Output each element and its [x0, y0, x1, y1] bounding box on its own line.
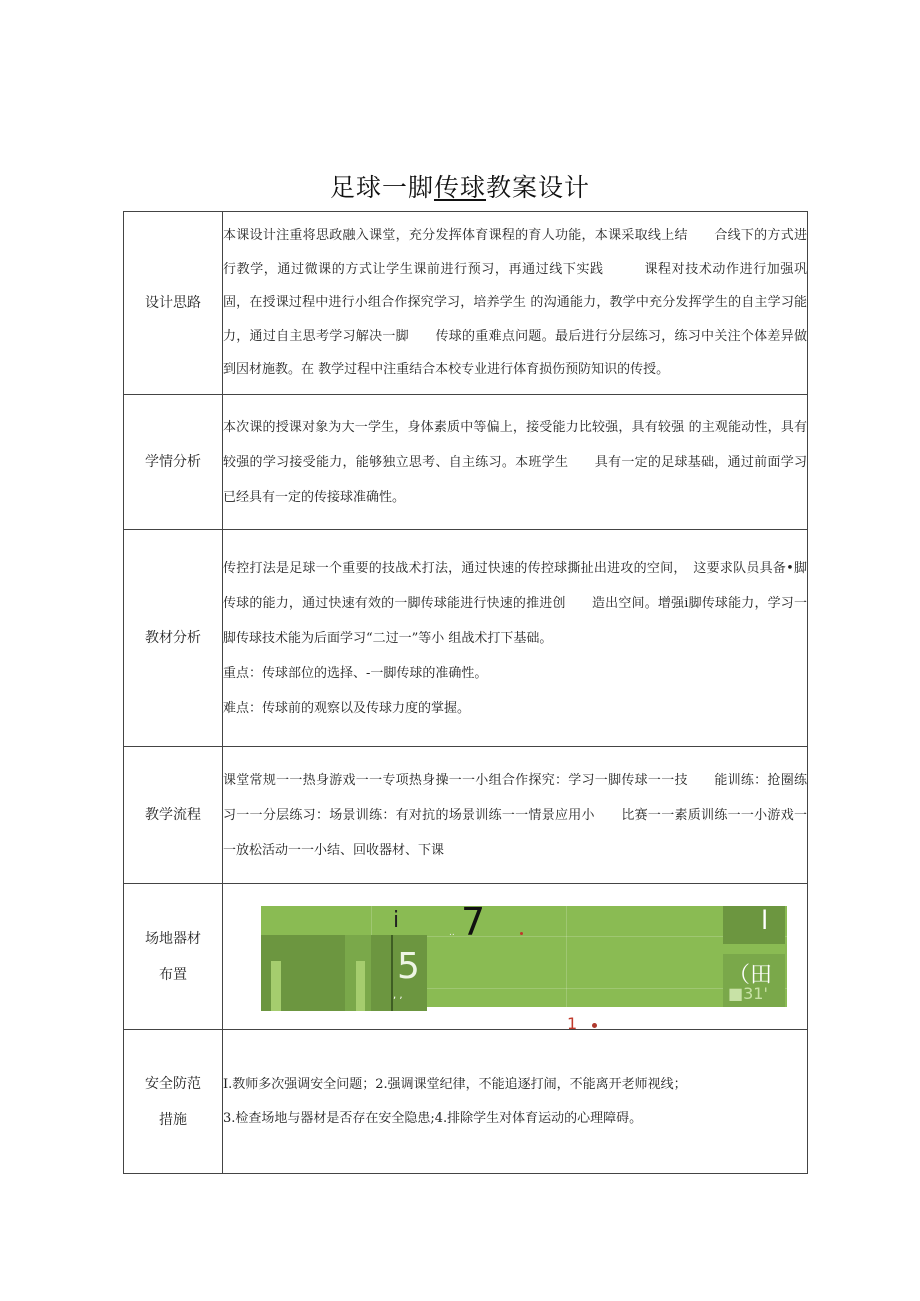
content-material-analysis	[223, 530, 808, 747]
label-design-idea: 设计思路	[124, 212, 223, 395]
field-label-line1: 场地器材	[145, 930, 201, 947]
title-part-2-underlined: 传球	[433, 173, 486, 202]
field-mark-seven: 7	[461, 900, 486, 944]
label-safety-measures	[124, 1030, 223, 1174]
field-mark-l: l	[761, 906, 769, 936]
teaching-flow-text: 课堂常规一一热身游戏一一专项热身操一一小组合作探究：学习一脚传球一一技 能训练：抢圈练习一一分层练习：场景训练：有对抗的场景训练一一情景应用小 比赛一一素质训练一一小游戏一一放松活动一一小结、回收器材、下课	[223, 772, 807, 858]
content-teaching-flow	[223, 747, 808, 884]
safety-line-1: I.教师多次强调安全问题；2.强调课堂纪律，不能追逐打闹，不能离开老师视线；	[223, 1076, 687, 1092]
content-design-idea	[223, 212, 808, 395]
row-design-idea	[124, 212, 808, 395]
label-material-analysis: 教材分析	[124, 530, 223, 747]
field-mark-i: i	[393, 908, 400, 933]
field-mark-tian: （田	[728, 963, 773, 988]
content-field-layout	[223, 884, 808, 1033]
row-learner-analysis	[124, 395, 808, 530]
field-mark-dots: ..	[449, 928, 455, 938]
row-safety-measures	[124, 1030, 808, 1174]
field-mark-five: 5	[397, 946, 420, 987]
field-red-dot	[520, 932, 523, 935]
design-idea-text: 本课设计注重将思政融入课堂，充分发挥体育课程的育人功能，本课采取线上结 合线下的方式进行教学，通过微课的方式让学生课前进行预习，再通过线下实践 课程对技术动作进行加强巩固，在授课过程中进行小组合作探究学习，培养学生 的沟通能力，教学中充分发挥学生的自主学习能力，通过自主思考学习解决一脚 传球的重难点问题。最后进行分层练习，练习中关注个体差异做到因材施教。在 教学过程中注重结合本校专业进行体育损伤预防知识的传授。	[223, 228, 807, 378]
material-analysis-text: 传控打法是足球一个重要的技战术打法，通过快速的传控球撕扯出进攻的空间， 这要求队员具备•脚传球的能力，通过快速有效的一脚传球能进行快速的推进创 造出空间。增强i脚传球能力，学习一脚传球技术能为后面学习“二过一”等小 组战术打下基础。	[223, 560, 807, 646]
safety-label-line2: 措施	[159, 1111, 187, 1128]
label-teaching-flow: 教学流程	[124, 747, 223, 884]
title-part-3: 教案设计	[486, 173, 591, 202]
difficulty-text: 难点：传球前的观察以及传球力度的掌握。	[223, 700, 471, 716]
field-mark-one: 1	[567, 1014, 578, 1033]
field-mark-number: ■31'	[728, 984, 768, 1003]
field-ball-icon	[592, 1023, 597, 1028]
lesson-plan-table	[123, 211, 808, 1174]
row-teaching-flow	[124, 747, 808, 884]
safety-label-line1: 安全防范	[145, 1075, 201, 1092]
content-safety-measures	[223, 1030, 808, 1174]
field-line	[566, 906, 567, 1007]
field-label-line2: 布置	[159, 966, 187, 983]
safety-line-2: 3.检查场地与器材是否存在安全隐患;4.排除学生对体育运动的心理障碍。	[223, 1110, 643, 1126]
content-learner-analysis	[223, 395, 808, 530]
label-field-equipment	[124, 884, 223, 1030]
field-post	[271, 961, 281, 1011]
page-title	[0, 168, 920, 204]
title-part-1: 足球一脚	[329, 173, 434, 202]
field-layout-image	[261, 900, 787, 1033]
key-point-text: 重点：传球部位的选择、-一脚传球的准确性。	[223, 665, 488, 681]
field-mark-commas: , ,	[393, 990, 403, 1001]
label-learner-analysis: 学情分析	[124, 395, 223, 530]
field-block-dark	[723, 906, 785, 944]
field-post	[356, 961, 365, 1011]
learner-analysis-text: 本次课的授课对象为大一学生，身体素质中等偏上，接受能力比较强，具有较强 的主观能动性，具有较强的学习接受能力，能够独立思考、自主练习。本班学生 具有一定的足球基础，通过前面学习已经具有一定的传接球准确性。	[223, 419, 807, 505]
row-field-equipment	[124, 884, 808, 1030]
row-material-analysis	[124, 530, 808, 747]
